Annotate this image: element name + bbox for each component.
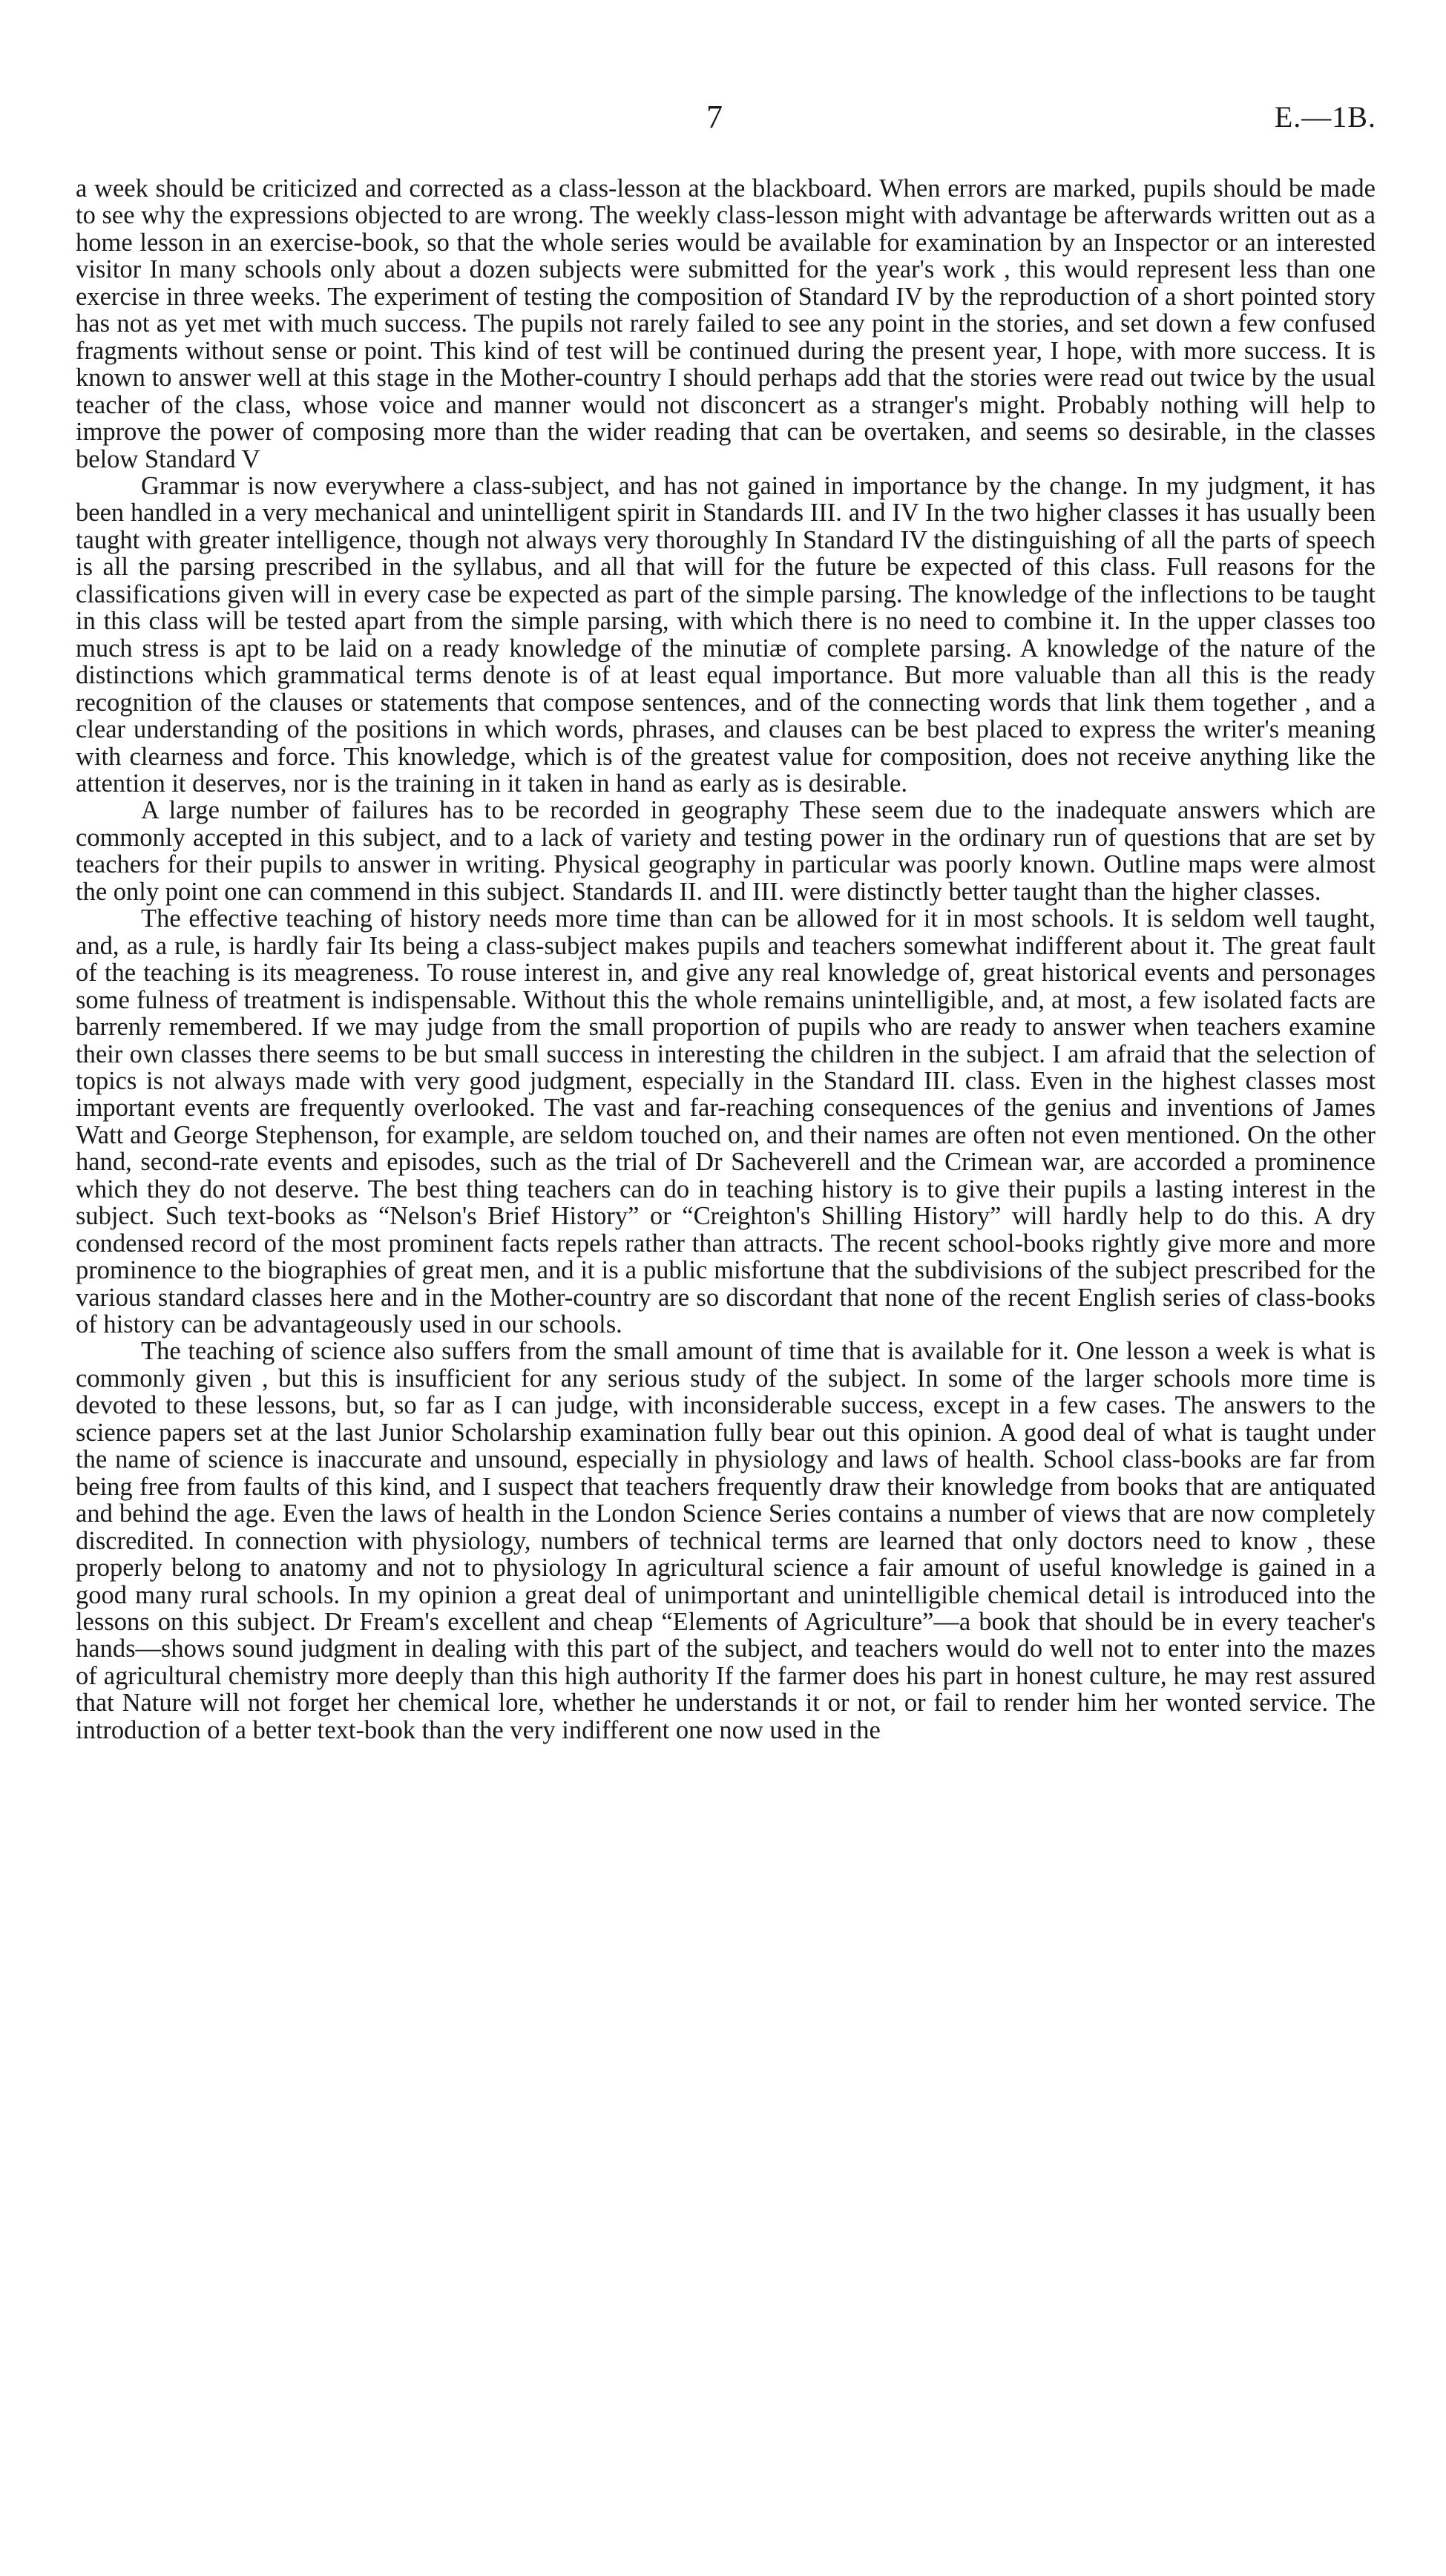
document-reference: E.—1B. bbox=[1274, 100, 1376, 134]
paragraph-composition: a week should be criticized and corrected as a class-lesson at the blackboard. When errors are marked, pupils should be made to see why the expressions objected to are wrong. The weekly class-lesson might with advantage be afterwards written out as a home lesson in an exercise-book, so that the whole series would be available for examination by an Inspector or an interested visitor In many schools only about a dozen subjects were submitted for the year's work , this would represent less than one exercise in three weeks. The experiment of testing the composition of Standard IV by the reproduction of a short pointed story has not as yet met with much success. The pupils not rarely failed to see any point in the stories, and set down a few confused fragments without sense or point. This kind of test will be continued during the present year, I hope, with more success. It is known to answer well at this stage in the Mother-country I should perhaps add that the stories were read out twice by the usual teacher of the class, whose voice and manner would not disconcert as a stranger's might. Probably nothing will help to improve the power of composing more than the wider reading that can be overtaken, and seems so desirable, in the classes below Standard V bbox=[76, 174, 1376, 473]
paragraph-geography: A large number of failures has to be recorded in geography These seem due to the inadequate answers which are commonly accepted in this subject, and to a lack of variety and testing power in the ordinary run of questions that are set by teachers for their pupils to answer in writing. Physical geography in particular was poorly known. Outline maps were almost the only point one can commend in this subject. Standards II. and III. were distinctly better taught than the higher classes. bbox=[76, 796, 1376, 906]
page-header bbox=[0, 95, 1446, 139]
paragraph-history: The effective teaching of history needs more time than can be allowed for it in most schools. It is seldom well taught, and, as a rule, is hardly fair Its being a class-subject makes pupils and teachers somewhat indifferent about it. The great fault of the teaching is its meagreness. To rouse interest in, and give any real knowledge of, great historical events and personages some fulness of treatment is indispensable. Without this the whole remains unintelligible, and, at most, a few isolated facts are barrenly remembered. If we may judge from the small proportion of pupils who are ready to answer when teachers examine their own classes there seems to be but small success in interesting the children in the subject. I am afraid that the selection of topics is not always made with very good judgment, especially in the Standard III. class. Even in the highest classes most important events are frequently overlooked. The vast and far-reaching consequences of the genius and inventions of James Watt and George Stephenson, for example, are seldom touched on, and their names are often not even mentioned. On the other hand, second-rate events and episodes, such as the trial of Dr Sacheverell and the Crimean war, are accorded a prominence which they do not deserve. The best thing teachers can do in teaching history is to give their pupils a lasting interest in the subject. Such text-books as “Nelson's Brief History” or “Creighton's Shilling History” will hardly help to do this. A dry condensed record of the most prominent facts repels rather than attracts. The recent school-books rightly give more and more prominence to the biographies of great men, and it is a public misfortune that the subdivisions of the subject prescribed for the various standard classes here and in the Mother-country are so discordant that none of the recent English series of class-books of history can be advantageously used in our schools. bbox=[76, 904, 1376, 1339]
body-text bbox=[76, 175, 1376, 1744]
paragraph-grammar: Grammar is now everywhere a class-subject, and has not gained in importance by the change. In my judgment, it has been handled in a very mechanical and unintelligent spirit in Standards III. and IV In the two higher classes it has usually been taught with greater intelligence, though not always very thoroughly In Standard IV the distinguishing of all the parts of speech is all the parsing prescribed in the syllabus, and all that will for the future be expected of this class. Full reasons for the classifications given will in every case be expected as part of the simple parsing. The knowledge of the inflections to be taught in this class will be tested apart from the simple parsing, with which there is no need to combine it. In the upper classes too much stress is apt to be laid on a ready knowledge of the minutiæ of complete parsing. A knowledge of the nature of the distinctions which grammatical terms denote is of at least equal importance. But more valuable than all this is the ready recognition of the clauses or statements that compose sentences, and of the connecting words that link them together , and a clear understanding of the positions in which words, phrases, and clauses can be best placed to express the writer's meaning with clearness and force. This knowledge, which is of the greatest value for composition, does not receive anything like the attention it deserves, nor is the training in it taken in hand as early as is desirable. bbox=[76, 471, 1376, 798]
page-number: 7 bbox=[706, 99, 723, 135]
paragraph-science: The teaching of science also suffers from the small amount of time that is available for it. One lesson a week is what is commonly given , but this is insufficient for any serious study of the subject. In some of the larger schools more time is devoted to these lessons, but, so far as I can judge, with inconsiderable success, except in a few cases. The answers to the science papers set at the last Junior Scholarship examination fully bear out this opinion. A good deal of what is taught under the name of science is inaccurate and unsound, especially in physiology and laws of health. School class-books are far from being free from faults of this kind, and I suspect that teachers frequently draw their knowledge from books that are antiquated and behind the age. Even the laws of health in the London Science Series contains a number of views that are now completely discredited. In connection with physiology, numbers of technical terms are learned that only doctors need to know , these properly belong to anatomy and not to physiology In agricultural science a fair amount of useful knowledge is gained in a good many rural schools. In my opinion a great deal of unimportant and unintelligible chemical detail is introduced into the lessons on this subject. Dr Fream's excellent and cheap “Elements of Agriculture”—a book that should be in every teacher's hands—shows sound judgment in dealing with this part of the subject, and teachers would do well not to enter into the mazes of agricultural chemistry more deeply than this high authority If the farmer does his part in honest culture, he may rest assured that Nature will not forget her chemical lore, whether he understands it or not, or fail to render him her wonted service. The introduction of a better text-book than the very indifferent one now used in the bbox=[76, 1337, 1376, 1744]
